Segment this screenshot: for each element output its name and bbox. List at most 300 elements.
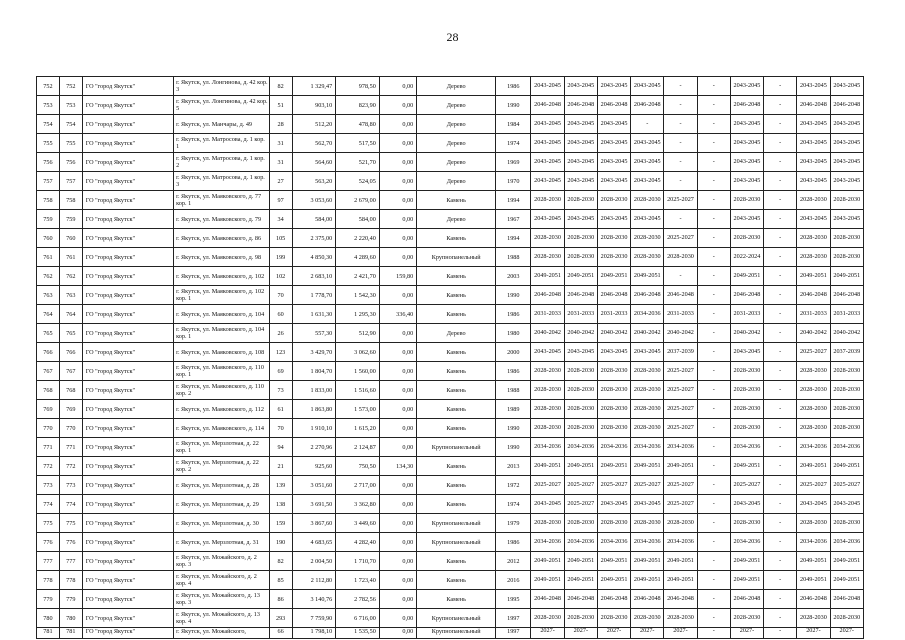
cell-apartments: 66 [269, 628, 292, 639]
cell-work-period-2: 2043-2045 [564, 77, 597, 96]
cell-work-period-5: 2025-2027 [664, 476, 697, 495]
cell-address: г. Якутск, ул. Мерзлотная, д. 29 [174, 495, 270, 514]
cell-work-period-2: 2031-2033 [564, 305, 597, 324]
table-row [37, 324, 864, 343]
table-row [37, 96, 864, 115]
cell-work-period-3: 2043-2045 [597, 115, 630, 134]
cell-owner: ГО "город Якутск" [82, 457, 173, 476]
cell-work-period-9: 2031-2033 [797, 305, 830, 324]
cell-work-period-9: 2043-2045 [797, 495, 830, 514]
cell-work-period-6: - [697, 229, 730, 248]
cell-work-period-2: 2049-2051 [564, 571, 597, 590]
cell-apartments: 26 [269, 324, 292, 343]
cell-total-area: 903,10 [292, 96, 336, 115]
cell-work-period-5: 2046-2048 [664, 590, 697, 609]
cell-apartments: 105 [269, 229, 292, 248]
cell-work-period-8: - [764, 457, 797, 476]
table-row [37, 248, 864, 267]
cell-work-period-5: - [664, 210, 697, 229]
cell-living-area: 2 421,70 [336, 267, 380, 286]
cell-nonres-area: 0,00 [379, 571, 416, 590]
cell-work-period-9: 2046-2048 [797, 286, 830, 305]
cell-total-area: 557,30 [292, 324, 336, 343]
cell-apartments: 51 [269, 96, 292, 115]
table-row [37, 191, 864, 210]
cell-apartments: 102 [269, 267, 292, 286]
cell-house-id: 764 [59, 305, 82, 324]
cell-work-period-10: 2028-2030 [830, 229, 863, 248]
cell-house-id: 778 [59, 571, 82, 590]
table-row [37, 476, 864, 495]
cell-work-period-3: 2049-2051 [597, 552, 630, 571]
cell-nonres-area: 0,00 [379, 77, 416, 96]
cell-work-period-7: 2043-2045 [730, 343, 763, 362]
cell-house-id: 775 [59, 514, 82, 533]
cell-row-number: 774 [37, 495, 60, 514]
cell-work-period-7: 2034-2036 [730, 438, 763, 457]
cell-living-area: 1 516,60 [336, 381, 380, 400]
cell-work-period-8: - [764, 400, 797, 419]
cell-owner: ГО "город Якутск" [82, 438, 173, 457]
cell-work-period-10: 2043-2045 [830, 77, 863, 96]
cell-build-year: 1984 [496, 115, 531, 134]
cell-build-year: 1994 [496, 191, 531, 210]
cell-work-period-5: - [664, 267, 697, 286]
table-row [37, 609, 864, 628]
cell-apartments: 82 [269, 77, 292, 96]
cell-work-period-8: - [764, 115, 797, 134]
cell-work-period-7: 2043-2045 [730, 153, 763, 172]
table-row [37, 381, 864, 400]
cell-work-period-4: 2043-2045 [631, 77, 664, 96]
cell-apartments: 61 [269, 400, 292, 419]
cell-total-area: 7 759,90 [292, 609, 336, 628]
cell-wall-material: Дерево [417, 172, 496, 191]
cell-total-area: 1 863,80 [292, 400, 336, 419]
cell-total-area: 562,70 [292, 134, 336, 153]
table-row [37, 343, 864, 362]
cell-house-id: 762 [59, 267, 82, 286]
cell-address: г. Якутск, ул. Можайского, д. 13 кор. 4 [174, 609, 270, 628]
cell-living-area: 6 716,00 [336, 609, 380, 628]
cell-nonres-area: 159,80 [379, 267, 416, 286]
cell-nonres-area: 0,00 [379, 343, 416, 362]
cell-work-period-5: 2028-2030 [664, 514, 697, 533]
cell-work-period-10: 2043-2045 [830, 495, 863, 514]
cell-work-period-1: 2049-2051 [531, 552, 564, 571]
cell-work-period-2: 2028-2030 [564, 609, 597, 628]
cell-work-period-8: - [764, 134, 797, 153]
cell-total-area: 3 429,70 [292, 343, 336, 362]
cell-house-id: 760 [59, 229, 82, 248]
cell-work-period-1: 2028-2030 [531, 609, 564, 628]
cell-house-id: 753 [59, 96, 82, 115]
cell-work-period-8: - [764, 324, 797, 343]
cell-work-period-6: - [697, 419, 730, 438]
cell-nonres-area: 0,00 [379, 362, 416, 381]
cell-wall-material: Дерево [417, 324, 496, 343]
cell-work-period-10: 2028-2030 [830, 609, 863, 628]
cell-apartments: 293 [269, 609, 292, 628]
cell-owner: ГО "город Якутск" [82, 590, 173, 609]
cell-living-area: 2 717,00 [336, 476, 380, 495]
cell-row-number: 760 [37, 229, 60, 248]
cell-work-period-7: 2043-2045 [730, 172, 763, 191]
cell-work-period-3: 2043-2045 [597, 134, 630, 153]
cell-work-period-7: 2028-2030 [730, 381, 763, 400]
cell-address: г. Якутск, ул. Маяковского, д. 104 [174, 305, 270, 324]
cell-work-period-10: 2027- [830, 628, 863, 639]
cell-work-period-2: 2034-2036 [564, 533, 597, 552]
cell-build-year: 2000 [496, 343, 531, 362]
cell-work-period-6: - [697, 457, 730, 476]
table-row [37, 628, 864, 639]
cell-total-area: 925,60 [292, 457, 336, 476]
cell-work-period-10: 2028-2030 [830, 248, 863, 267]
cell-work-period-2: 2046-2048 [564, 590, 597, 609]
cell-work-period-7: 2046-2048 [730, 96, 763, 115]
cell-work-period-5: 2046-2048 [664, 286, 697, 305]
cell-row-number: 763 [37, 286, 60, 305]
cell-work-period-7: 2031-2033 [730, 305, 763, 324]
cell-work-period-10: 2028-2030 [830, 381, 863, 400]
cell-work-period-3: 2028-2030 [597, 381, 630, 400]
cell-work-period-7: 2028-2030 [730, 514, 763, 533]
cell-work-period-5: 2040-2042 [664, 324, 697, 343]
cell-total-area: 564,60 [292, 153, 336, 172]
cell-work-period-2: 2043-2045 [564, 210, 597, 229]
cell-wall-material: Камень [417, 552, 496, 571]
cell-address: г. Якутск, ул. Матросова, д. 1 кор. 3 [174, 172, 270, 191]
cell-address: г. Якутск, ул. Лонгинова, д. 42 кор. 3 [174, 77, 270, 96]
cell-work-period-4: - [631, 115, 664, 134]
cell-work-period-10: 2031-2033 [830, 305, 863, 324]
cell-build-year: 1986 [496, 305, 531, 324]
cell-work-period-9: 2028-2030 [797, 248, 830, 267]
table-row [37, 134, 864, 153]
cell-living-area: 3 362,80 [336, 495, 380, 514]
cell-work-period-8: - [764, 172, 797, 191]
cell-owner: ГО "город Якутск" [82, 419, 173, 438]
cell-work-period-4: 2046-2048 [631, 590, 664, 609]
cell-wall-material: Дерево [417, 210, 496, 229]
cell-owner: ГО "город Якутск" [82, 96, 173, 115]
cell-total-area: 3 691,50 [292, 495, 336, 514]
cell-owner: ГО "город Якутск" [82, 77, 173, 96]
cell-row-number: 771 [37, 438, 60, 457]
cell-work-period-7: 2046-2048 [730, 590, 763, 609]
cell-nonres-area: 0,00 [379, 134, 416, 153]
cell-work-period-1: 2043-2045 [531, 134, 564, 153]
cell-build-year: 1990 [496, 438, 531, 457]
cell-work-period-4: 2028-2030 [631, 419, 664, 438]
cell-nonres-area: 0,00 [379, 229, 416, 248]
cell-living-area: 1 542,30 [336, 286, 380, 305]
cell-work-period-9: 2025-2027 [797, 476, 830, 495]
cell-total-area: 4 850,30 [292, 248, 336, 267]
cell-build-year: 1974 [496, 134, 531, 153]
cell-work-period-2: 2028-2030 [564, 362, 597, 381]
cell-address: г. Якутск, ул. Маяковского, д. 79 [174, 210, 270, 229]
cell-row-number: 780 [37, 609, 60, 628]
cell-living-area: 478,80 [336, 115, 380, 134]
cell-work-period-1: 2046-2048 [531, 286, 564, 305]
table-row [37, 400, 864, 419]
cell-row-number: 767 [37, 362, 60, 381]
page-number: 28 [446, 30, 459, 44]
cell-total-area: 2 004,50 [292, 552, 336, 571]
cell-row-number: 765 [37, 324, 60, 343]
cell-work-period-9: 2028-2030 [797, 229, 830, 248]
cell-wall-material: Дерево [417, 115, 496, 134]
cell-row-number: 757 [37, 172, 60, 191]
cell-address: г. Якутск, ул. Мерзлотная, д. 28 [174, 476, 270, 495]
cell-living-area: 978,50 [336, 77, 380, 96]
cell-work-period-6: - [697, 476, 730, 495]
cell-row-number: 768 [37, 381, 60, 400]
cell-wall-material: Камень [417, 267, 496, 286]
cell-work-period-6: - [697, 305, 730, 324]
cell-living-area: 3 449,60 [336, 514, 380, 533]
cell-apartments: 31 [269, 153, 292, 172]
cell-build-year: 1989 [496, 400, 531, 419]
cell-work-period-4: 2043-2045 [631, 153, 664, 172]
cell-work-period-5: 2049-2051 [664, 552, 697, 571]
cell-build-year: 1970 [496, 172, 531, 191]
cell-wall-material: Камень [417, 191, 496, 210]
cell-work-period-6: - [697, 552, 730, 571]
cell-owner: ГО "город Якутск" [82, 191, 173, 210]
cell-owner: ГО "город Якутск" [82, 286, 173, 305]
cell-work-period-10: 2028-2030 [830, 419, 863, 438]
cell-work-period-5: - [664, 96, 697, 115]
cell-work-period-1: 2043-2045 [531, 115, 564, 134]
cell-nonres-area: 134,30 [379, 457, 416, 476]
cell-row-number: 761 [37, 248, 60, 267]
cell-nonres-area: 0,00 [379, 533, 416, 552]
cell-house-id: 769 [59, 400, 82, 419]
cell-owner: ГО "город Якутск" [82, 609, 173, 628]
cell-address: г. Якутск, ул. Маяковского, д. 110 кор. 1 [174, 362, 270, 381]
cell-work-period-9: 2034-2036 [797, 438, 830, 457]
cell-house-id: 773 [59, 476, 82, 495]
cell-work-period-1: 2028-2030 [531, 248, 564, 267]
cell-work-period-10: 2028-2030 [830, 362, 863, 381]
cell-work-period-7: 2034-2036 [730, 533, 763, 552]
cell-work-period-7: 2043-2045 [730, 115, 763, 134]
cell-wall-material: Дерево [417, 96, 496, 115]
cell-work-period-7: 2049-2051 [730, 571, 763, 590]
table-row [37, 210, 864, 229]
cell-work-period-8: - [764, 286, 797, 305]
cell-work-period-6: - [697, 438, 730, 457]
cell-build-year: 1986 [496, 362, 531, 381]
cell-wall-material: Крупнопанельный [417, 628, 496, 639]
cell-address: г. Якутск, ул. Маяковского, д. 114 [174, 419, 270, 438]
cell-total-area: 1 833,00 [292, 381, 336, 400]
cell-work-period-6: - [697, 514, 730, 533]
cell-apartments: 159 [269, 514, 292, 533]
table-row [37, 267, 864, 286]
cell-build-year: 1986 [496, 533, 531, 552]
cell-wall-material: Камень [417, 457, 496, 476]
cell-total-area: 3 140,76 [292, 590, 336, 609]
cell-wall-material: Камень [417, 495, 496, 514]
table-row [37, 552, 864, 571]
cell-work-period-8: - [764, 495, 797, 514]
cell-work-period-7: 2040-2042 [730, 324, 763, 343]
cell-work-period-3: 2049-2051 [597, 571, 630, 590]
cell-work-period-2: 2049-2051 [564, 267, 597, 286]
cell-work-period-7: 2028-2030 [730, 229, 763, 248]
cell-work-period-1: 2043-2045 [531, 172, 564, 191]
cell-house-id: 759 [59, 210, 82, 229]
cell-work-period-9: 2043-2045 [797, 210, 830, 229]
cell-address: г. Якутск, ул. Лонгинова, д. 42 кор. 5 [174, 96, 270, 115]
cell-work-period-1: 2028-2030 [531, 514, 564, 533]
cell-wall-material: Камень [417, 381, 496, 400]
cell-address: г. Якутск, ул. Маяковского, д. 108 [174, 343, 270, 362]
cell-work-period-2: 2049-2051 [564, 457, 597, 476]
cell-owner: ГО "город Якутск" [82, 248, 173, 267]
cell-owner: ГО "город Якутск" [82, 115, 173, 134]
cell-work-period-2: 2028-2030 [564, 514, 597, 533]
cell-work-period-3: 2043-2045 [597, 172, 630, 191]
cell-work-period-4: 2028-2030 [631, 248, 664, 267]
cell-work-period-1: 2049-2051 [531, 267, 564, 286]
cell-work-period-3: 2049-2051 [597, 267, 630, 286]
cell-work-period-3: 2027- [597, 628, 630, 639]
cell-work-period-10: 2046-2048 [830, 96, 863, 115]
cell-work-period-2: 2028-2030 [564, 381, 597, 400]
cell-nonres-area: 336,40 [379, 305, 416, 324]
cell-nonres-area: 0,00 [379, 419, 416, 438]
cell-row-number: 770 [37, 419, 60, 438]
cell-work-period-9: 2028-2030 [797, 514, 830, 533]
cell-house-id: 761 [59, 248, 82, 267]
cell-total-area: 563,20 [292, 172, 336, 191]
cell-work-period-2: 2025-2027 [564, 495, 597, 514]
cell-row-number: 781 [37, 628, 60, 639]
cell-work-period-9: 2028-2030 [797, 191, 830, 210]
cell-work-period-6: - [697, 134, 730, 153]
cell-work-period-4: 2046-2048 [631, 286, 664, 305]
cell-work-period-5: - [664, 134, 697, 153]
cell-row-number: 755 [37, 134, 60, 153]
cell-living-area: 1 723,40 [336, 571, 380, 590]
cell-work-period-5: 2027- [664, 628, 697, 639]
cell-wall-material: Камень [417, 305, 496, 324]
cell-work-period-8: - [764, 419, 797, 438]
cell-work-period-8: - [764, 343, 797, 362]
cell-owner: ГО "город Якутск" [82, 514, 173, 533]
cell-work-period-7: 2049-2051 [730, 457, 763, 476]
cell-work-period-2: 2043-2045 [564, 153, 597, 172]
cell-address: г. Якутск, ул. Мерзлотная, д. 31 [174, 533, 270, 552]
cell-build-year: 1988 [496, 381, 531, 400]
cell-row-number: 777 [37, 552, 60, 571]
cell-work-period-4: 2049-2051 [631, 457, 664, 476]
cell-owner: ГО "город Якутск" [82, 533, 173, 552]
cell-nonres-area: 0,00 [379, 514, 416, 533]
cell-work-period-9: 2028-2030 [797, 381, 830, 400]
cell-wall-material: Крупнопанельный [417, 514, 496, 533]
cell-work-period-5: 2031-2033 [664, 305, 697, 324]
cell-living-area: 2 124,87 [336, 438, 380, 457]
cell-work-period-2: 2034-2036 [564, 438, 597, 457]
table-row [37, 362, 864, 381]
cell-house-id: 758 [59, 191, 82, 210]
cell-living-area: 517,50 [336, 134, 380, 153]
cell-living-area: 2 679,00 [336, 191, 380, 210]
cell-living-area: 823,90 [336, 96, 380, 115]
cell-work-period-8: - [764, 248, 797, 267]
cell-work-period-4: 2028-2030 [631, 362, 664, 381]
cell-work-period-10: 2043-2045 [830, 115, 863, 134]
cell-living-area: 512,90 [336, 324, 380, 343]
cell-owner: ГО "город Якутск" [82, 343, 173, 362]
cell-work-period-5: - [664, 172, 697, 191]
cell-house-id: 763 [59, 286, 82, 305]
cell-build-year: 1994 [496, 229, 531, 248]
cell-build-year: 1990 [496, 419, 531, 438]
table-row [37, 514, 864, 533]
cell-work-period-1: 2043-2045 [531, 153, 564, 172]
cell-row-number: 773 [37, 476, 60, 495]
cell-wall-material: Камень [417, 229, 496, 248]
table-row [37, 172, 864, 191]
cell-apartments: 86 [269, 590, 292, 609]
cell-work-period-1: 2028-2030 [531, 191, 564, 210]
cell-address: г. Якутск, ул. Можайского, д. 2 кор. 3 [174, 552, 270, 571]
cell-work-period-8: - [764, 153, 797, 172]
cell-owner: ГО "город Якутск" [82, 324, 173, 343]
cell-house-id: 774 [59, 495, 82, 514]
cell-house-id: 780 [59, 609, 82, 628]
cell-build-year: 1980 [496, 324, 531, 343]
cell-address: г. Якутск, ул. Можайского, д. 13 кор. 3 [174, 590, 270, 609]
cell-work-period-10: 2043-2045 [830, 172, 863, 191]
cell-address: г. Якутск, ул. Маяковского, д. 86 [174, 229, 270, 248]
cell-row-number: 779 [37, 590, 60, 609]
cell-work-period-3: 2049-2051 [597, 457, 630, 476]
cell-wall-material: Камень [417, 419, 496, 438]
cell-work-period-4: 2043-2045 [631, 495, 664, 514]
cell-work-period-2: 2043-2045 [564, 343, 597, 362]
cell-living-area: 3 062,60 [336, 343, 380, 362]
cell-work-period-9: 2043-2045 [797, 134, 830, 153]
cell-build-year: 1972 [496, 476, 531, 495]
cell-living-area: 1 710,70 [336, 552, 380, 571]
cell-work-period-10: 2043-2045 [830, 153, 863, 172]
cell-work-period-9: 2043-2045 [797, 115, 830, 134]
cell-work-period-5: - [664, 77, 697, 96]
cell-work-period-7: 2049-2051 [730, 552, 763, 571]
cell-build-year: 1990 [496, 286, 531, 305]
cell-owner: ГО "город Якутск" [82, 571, 173, 590]
cell-work-period-6: - [697, 267, 730, 286]
cell-work-period-4: 2028-2030 [631, 381, 664, 400]
cell-work-period-9: 2034-2036 [797, 533, 830, 552]
cell-work-period-2: 2028-2030 [564, 191, 597, 210]
cell-apartments: 123 [269, 343, 292, 362]
cell-build-year: 1967 [496, 210, 531, 229]
housing-register-table [36, 76, 864, 639]
cell-wall-material: Камень [417, 476, 496, 495]
cell-work-period-5: 2037-2039 [664, 343, 697, 362]
cell-total-area: 1 798,10 [292, 628, 336, 639]
cell-apartments: 85 [269, 571, 292, 590]
